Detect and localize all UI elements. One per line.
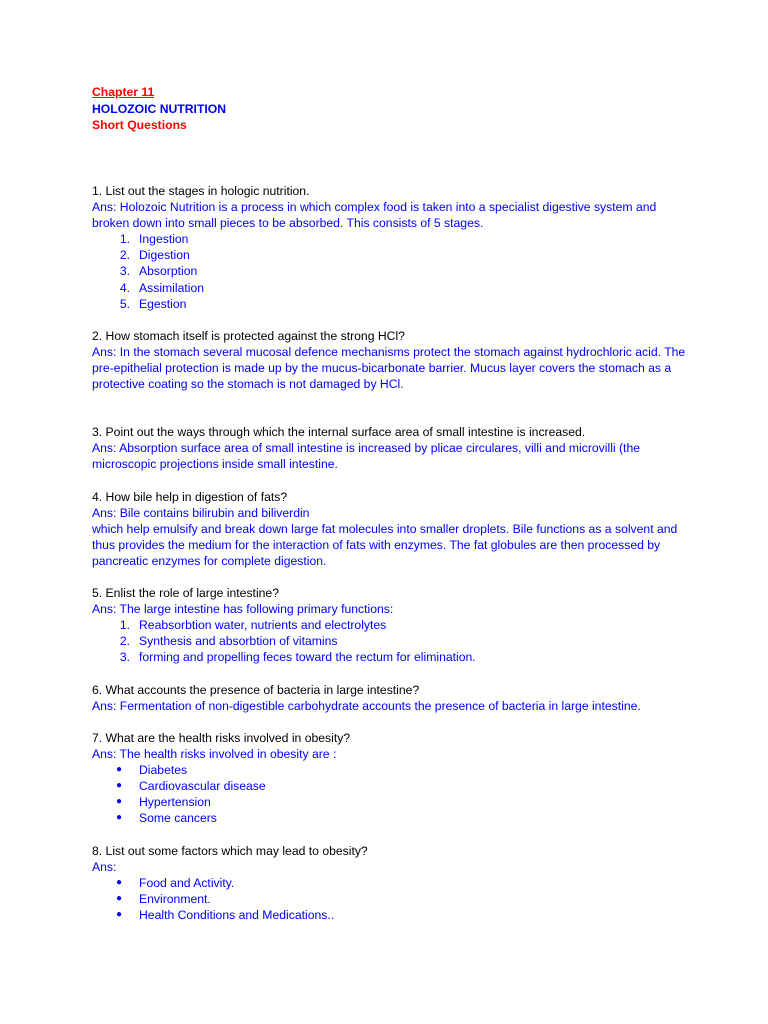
list-item-text: Reabsorbtion water, nutrients and electrolytes (139, 618, 387, 633)
list-item-text: Environment. (139, 892, 211, 907)
list-item (92, 649, 692, 665)
list-item (92, 280, 692, 296)
bullet-icon: ● (116, 780, 123, 792)
question-text: 2. How stomach itself is protected against the strong HCl? (92, 329, 405, 343)
list-item (92, 778, 692, 794)
bullet-icon: ● (116, 796, 123, 808)
list-item (92, 891, 692, 907)
list-number: 3. (119, 264, 130, 279)
list-item-text: Some cancers (139, 811, 217, 826)
answer-text: Ans: Fermentation of non-digestible carbohydrate accounts the presence of bacteria in large intestine. (92, 699, 641, 714)
question-text: 8. List out some factors which may lead to obesity? (92, 844, 368, 858)
list-item-text: Diabetes (139, 763, 188, 778)
question-block-3 (92, 424, 692, 472)
answer-text: Ans: Absorption surface area of small intestine is increased by plicae circulares, villi and microvilli (the microscopic projections inside small intestine. (92, 441, 640, 472)
list-item (92, 762, 692, 778)
list-item-text: Hypertension (139, 795, 211, 810)
question-text: 7. What are the health risks involved in obesity? (92, 731, 351, 745)
answer-list (92, 231, 692, 311)
question-block-1 (92, 183, 692, 312)
list-item-text: Absorption (139, 264, 198, 279)
list-item (92, 633, 692, 649)
answer-text: Ans: (92, 860, 117, 875)
list-item (92, 907, 692, 923)
document-page (92, 84, 692, 923)
list-item (92, 263, 692, 279)
question-block-2 (92, 328, 692, 392)
bullet-icon: ● (116, 893, 123, 905)
answer-text: Ans: In the stomach several mucosal defence mechanisms protect the stomach against hydrochloric acid. The pre-epithelial protection is made up by the mucus-bicarbonate barrier. Mucus layer covers the stomach as a protective coating so the stomach is not damaged by HCl. (92, 345, 686, 392)
question-text: 3. Point out the ways through which the internal surface area of small intestine is increased. (92, 425, 586, 439)
list-number: 2. (119, 248, 130, 263)
answer-text: Ans: The health risks involved in obesity are : (92, 747, 337, 762)
list-item (92, 875, 692, 891)
answer-text: Ans: The large intestine has following primary functions: (92, 602, 394, 617)
list-item-text: Health Conditions and Medications.. (139, 908, 335, 923)
bullet-icon: ● (116, 764, 123, 776)
answer-list (92, 617, 692, 665)
question-text: 1. List out the stages in hologic nutrition. (92, 184, 310, 198)
question-block-4 (92, 489, 692, 569)
section-subtitle: Short Questions (92, 118, 187, 132)
bullet-icon: ● (116, 877, 123, 889)
question-text: 5. Enlist the role of large intestine? (92, 586, 279, 600)
list-item-text: Ingestion (139, 232, 189, 247)
list-item-text: Synthesis and absorbtion of vitamins (139, 634, 338, 649)
question-block-7 (92, 730, 692, 827)
question-block-8 (92, 843, 692, 923)
chapter-title: HOLOZOIC NUTRITION (92, 101, 227, 116)
list-number: 4. (119, 280, 130, 295)
document-header (92, 84, 692, 134)
list-item-text: forming and propelling feces toward the rectum for elimination. (139, 650, 476, 665)
list-item-text: Assimilation (139, 280, 205, 295)
question-block-5 (92, 585, 692, 665)
answer-bullet-list (92, 875, 692, 923)
question-text: 6. What accounts the presence of bacteria in large intestine? (92, 683, 420, 697)
list-item-text: Egestion (139, 296, 187, 311)
answer-text: Ans: Holozoic Nutrition is a process in which complex food is taken into a specialist digestive system and broken down into small pieces to be absorbed. This consists of 5 stages. (92, 200, 657, 231)
list-number: 5. (119, 296, 130, 311)
bullet-icon: ● (116, 909, 123, 921)
question-text: 4. How bile help in digestion of fats? (92, 490, 288, 504)
list-item (92, 231, 692, 247)
list-item-text: Digestion (139, 248, 190, 263)
list-item (92, 794, 692, 810)
list-number: 2. (119, 634, 130, 649)
list-number: 3. (119, 650, 130, 665)
list-item (92, 296, 692, 312)
list-item (92, 810, 692, 826)
bullet-icon: ● (116, 812, 123, 824)
chapter-label: Chapter 11 (92, 85, 155, 99)
list-item-text: Food and Activity. (139, 876, 235, 891)
list-item (92, 617, 692, 633)
list-item-text: Cardiovascular disease (139, 779, 266, 794)
answer-text-continued: which help emulsify and break down large fat molecules into smaller droplets. Bile functions as a solvent and thus provides the medium for the interaction of fats with enzymes. The fat globules are then processed by pancreatic enzymes for complete digestion. (92, 522, 678, 569)
answer-text: Ans: Bile contains bilirubin and biliverdin (92, 506, 310, 521)
answer-bullet-list (92, 762, 692, 826)
question-block-6 (92, 682, 692, 714)
list-item (92, 247, 692, 263)
list-number: 1. (119, 232, 130, 247)
list-number: 1. (119, 618, 130, 633)
